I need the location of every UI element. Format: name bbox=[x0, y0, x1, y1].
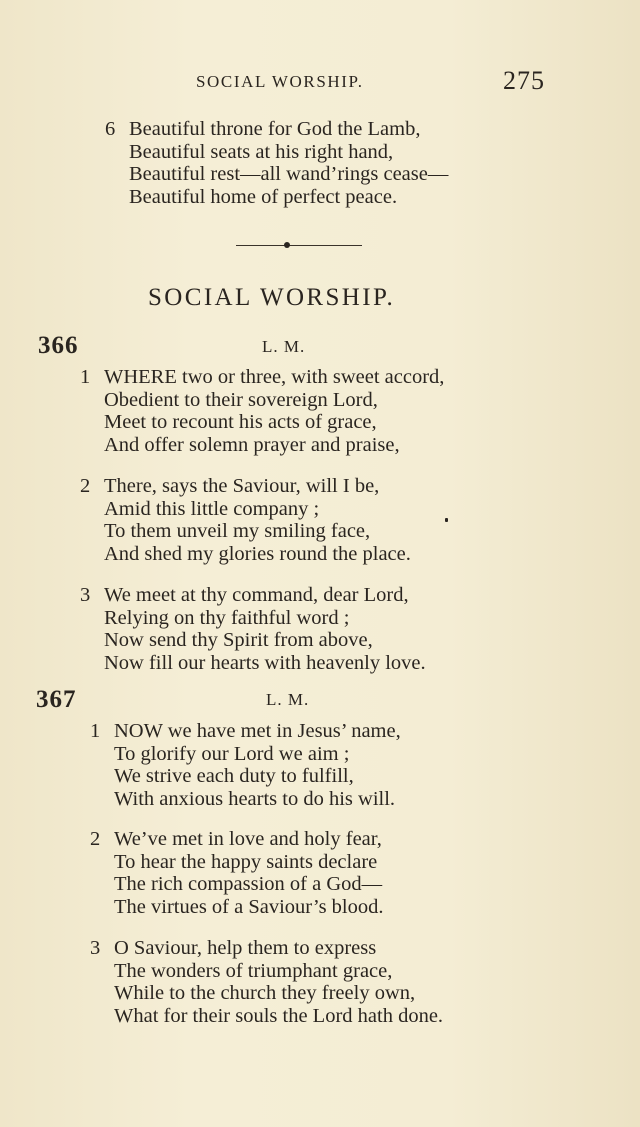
hymn-367-stanza-3: 3 O Saviour, help them to express The wonders of triumphant grace, While to the church they freely own, What for their souls the Lord hath done. bbox=[90, 937, 444, 1027]
divider-ornament bbox=[284, 242, 290, 248]
running-head: SOCIAL WORSHIP. bbox=[196, 72, 364, 91]
hymn-366-stanza-2: 2 There, says the Saviour, will I be, Amid this little company ; To them unveil my smiling face, And shed my glories round the place. bbox=[80, 475, 411, 565]
stanza-number: 2 bbox=[80, 475, 91, 497]
stanza-line: Beautiful seats at his right hand, bbox=[129, 140, 394, 163]
page-number: 275 bbox=[503, 66, 545, 95]
stanza-number: 3 bbox=[90, 937, 101, 959]
page-header bbox=[0, 68, 640, 96]
stanza-number: 1 bbox=[90, 720, 101, 742]
stanza-number: 2 bbox=[90, 828, 101, 850]
hymn-366-stanza-1: 1 WHERE two or three, with sweet accord, Obedient to their sovereign Lord, Meet to recount his acts of grace, And offer solemn prayer and praise, bbox=[80, 366, 445, 456]
hymn-number: 366 bbox=[38, 332, 79, 359]
stanza-number: 3 bbox=[80, 584, 91, 606]
hymn-meter: L. M. bbox=[266, 690, 310, 709]
print-speck bbox=[445, 518, 448, 522]
hymn-meter: L. M. bbox=[262, 337, 306, 356]
section-divider bbox=[236, 245, 362, 246]
stanza-line: Beautiful rest—all wand’rings cease— bbox=[129, 163, 449, 185]
continuation-stanza bbox=[105, 118, 448, 208]
hymn-367-stanza-1: 1 NOW we have met in Jesus’ name, To glorify our Lord we aim ; We strive each duty to fulfill, With anxious hearts to do his will. bbox=[90, 720, 401, 810]
stanza-number: 6 bbox=[105, 118, 116, 140]
hymn-number: 367 bbox=[36, 686, 77, 713]
stanza-line: 6 Beautiful throne for God the Lamb, bbox=[105, 118, 421, 140]
stanza-number: 1 bbox=[80, 366, 91, 388]
hymn-367-stanza-2: 2 We’ve met in love and holy fear, To hear the happy saints declare The rich compassion of a God— The virtues of a Saviour’s blood. bbox=[90, 828, 384, 918]
stanza-line: Beautiful home of perfect peace. bbox=[129, 185, 398, 208]
section-title: SOCIAL WORSHIP. bbox=[148, 284, 396, 311]
hymn-366-stanza-3: 3 We meet at thy command, dear Lord, Relying on thy faithful word ; Now send thy Spirit from above, Now fill our hearts with heavenly love. bbox=[80, 584, 426, 674]
